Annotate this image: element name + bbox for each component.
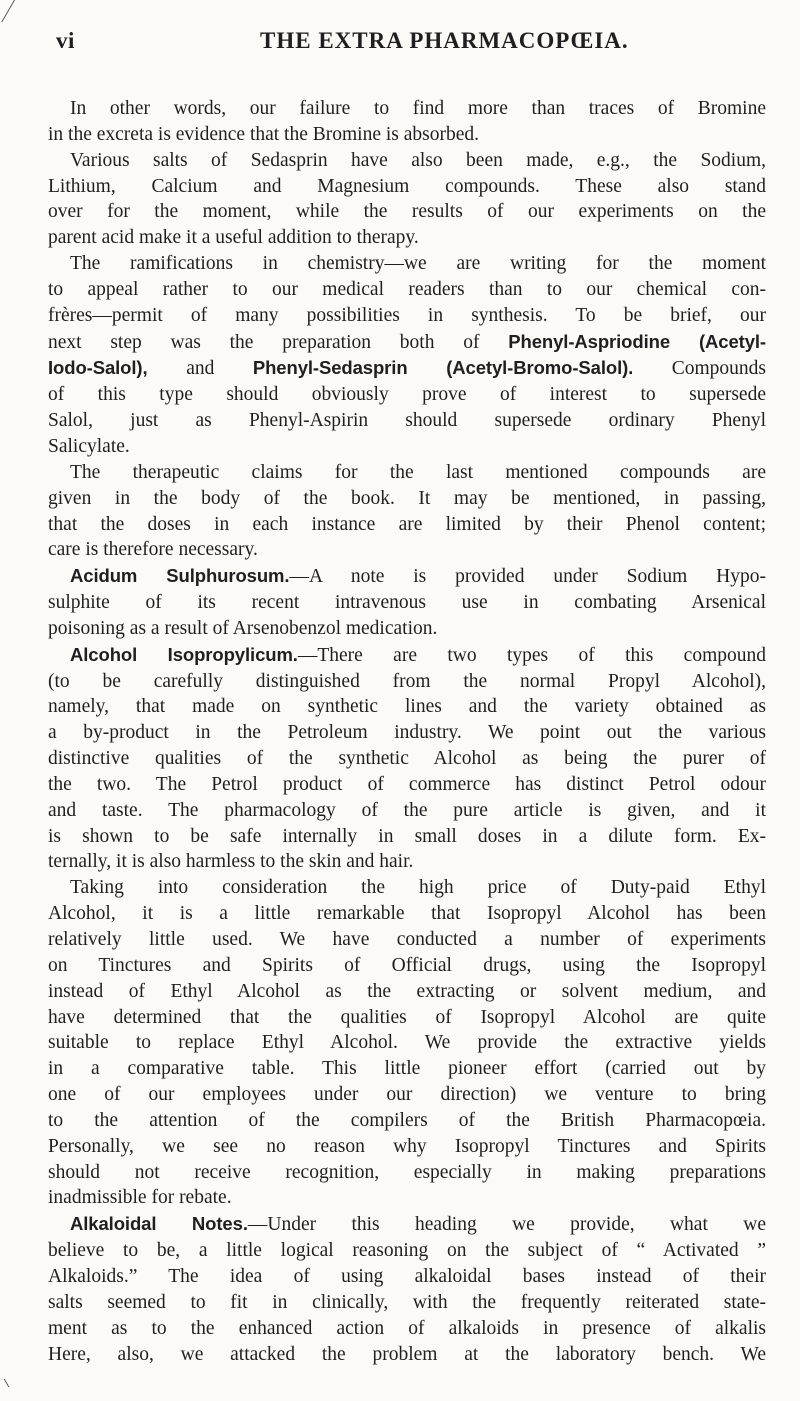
text-run: distinctive qualities of the synthetic Alcohol as being the purer of	[48, 748, 766, 770]
text-run: Various salts of Sedasprin have also been made, e.g., the Sodium,	[70, 149, 766, 171]
text-line	[48, 96, 766, 122]
page-edge-mark	[0, 0, 15, 22]
text-run: and taste. The pharmacology of the pure article is given, and it	[48, 799, 766, 821]
text-line	[48, 824, 766, 850]
text-line	[48, 122, 766, 148]
text-line	[48, 642, 766, 669]
text-line	[48, 512, 766, 538]
text-run: next step was the preparation both of	[48, 331, 509, 353]
text-run: care is therefore necessary.	[48, 539, 258, 561]
page-number: vi	[56, 28, 75, 53]
document-page	[48, 28, 766, 1367]
text-line	[48, 225, 766, 251]
text-line	[48, 408, 766, 434]
text-line	[48, 148, 766, 174]
text-run: salts seemed to fit in clinically, with the frequently reiterated state-	[48, 1291, 766, 1313]
text-line	[48, 772, 766, 798]
text-run: (to be carefully distinguished from the normal Propyl Alcohol),	[48, 670, 766, 692]
text-line	[48, 1082, 766, 1108]
text-run: frères—permit of many possibilities in synthesis. To be brief, our	[48, 304, 766, 326]
text-line	[48, 251, 766, 277]
text-line	[48, 537, 766, 563]
text-run: In other words, our failure to find more than traces of Bromine	[70, 98, 766, 119]
text-run: one of our employees under our direction) we venture to bring	[48, 1084, 766, 1106]
text-run: ment as to the enhanced action of alkaloids in presence of alkalis	[48, 1317, 766, 1339]
text-line	[48, 849, 766, 875]
text-run: Compounds	[633, 358, 766, 380]
text-run: is shown to be safe internally in small doses in a dilute form. Ex-	[48, 825, 766, 847]
text-run: to appeal rather to our medical readers than to our chemical con-	[48, 278, 766, 300]
text-run: —A note is provided under Sodium Hypo-	[289, 566, 766, 588]
text-run: a by-product in the Petroleum industry. We point out the various	[48, 722, 766, 744]
text-line	[48, 979, 766, 1005]
text-line	[48, 590, 766, 616]
text-line	[48, 277, 766, 303]
text-line	[48, 616, 766, 642]
text-line	[48, 1160, 766, 1186]
text-line	[48, 486, 766, 512]
text-line	[48, 798, 766, 824]
text-run: instead of Ethyl Alcohol as the extracting or solvent medium, and	[48, 980, 766, 1002]
text-line	[48, 901, 766, 927]
text-run: Alcohol, it is a little remarkable that Isopropyl Alcohol has been	[48, 903, 766, 925]
text-run: of this type should obviously prove of interest to supersede	[48, 384, 766, 406]
text-run: ternally, it is also harmless to the skin and hair.	[48, 851, 414, 873]
text-line	[48, 199, 766, 225]
inline-heading: Iodo-Salol),	[48, 357, 187, 379]
inline-heading: Alkaloidal Notes.	[70, 1213, 248, 1235]
text-line	[48, 434, 766, 460]
text-run: on Tinctures and Spirits of Official drugs, using the Isopropyl	[48, 954, 766, 976]
text-run: suitable to replace Ethyl Alcohol. We provide the extractive yields	[48, 1032, 766, 1054]
text-line	[48, 1108, 766, 1134]
text-line	[48, 1134, 766, 1160]
text-line	[48, 303, 766, 329]
page-edge-mark-bottom	[4, 1379, 16, 1387]
text-line	[48, 1238, 766, 1264]
text-run: in a comparative table. This little pioneer effort (carried out by	[48, 1058, 766, 1080]
text-run: to the attention of the compilers of the British Pharmacopœia.	[48, 1109, 766, 1131]
text-run: over for the moment, while the results of our experiments on the	[48, 201, 766, 223]
text-run: given in the body of the book. It may be mentioned, in passing,	[48, 487, 766, 509]
body-text	[48, 96, 766, 1367]
text-run: —There are two types of this compound	[297, 644, 766, 666]
inline-heading: Alcohol Isopropylicum.	[70, 643, 298, 665]
text-line	[48, 382, 766, 408]
text-run: believe to be, a little logical reasoning on the subject of “ Activated ”	[48, 1240, 766, 1262]
running-head	[48, 28, 766, 72]
text-run: that the doses in each instance are limited by their Phenol content;	[48, 513, 766, 535]
inline-heading: Phenyl-Aspriodine (Acetyl-	[508, 330, 766, 352]
text-line	[48, 563, 766, 590]
text-line	[48, 355, 766, 382]
text-line	[48, 1316, 766, 1342]
text-line	[48, 1005, 766, 1031]
text-line	[48, 329, 766, 356]
text-run: —Under this heading we provide, what we	[247, 1214, 766, 1236]
text-run: should not receive recognition, especially in making preparations	[48, 1161, 766, 1183]
text-run: in the excreta is evidence that the Bromine is absorbed.	[48, 123, 480, 145]
text-run: Salol, just as Phenyl-Aspirin should supersede ordinary Phenyl	[48, 410, 766, 432]
text-line	[48, 953, 766, 979]
text-run: have determined that the qualities of Isopropyl Alcohol are quite	[48, 1006, 766, 1028]
text-run: inadmissible for rebate.	[48, 1187, 232, 1209]
text-line	[48, 1185, 766, 1211]
text-line	[48, 1056, 766, 1082]
running-title: THE EXTRA PHARMACOPŒIA.	[260, 28, 629, 53]
text-line	[48, 460, 766, 486]
text-line	[48, 1264, 766, 1290]
text-run: Alkaloids.” The idea of using alkaloidal bases instead of their	[48, 1265, 766, 1287]
text-run: Here, also, we attacked the problem at the laboratory bench. We	[48, 1343, 766, 1365]
text-run: The therapeutic claims for the last mentioned compounds are	[70, 461, 766, 483]
text-line	[48, 694, 766, 720]
text-run: Personally, we see no reason why Isopropyl Tinctures and Spirits	[48, 1135, 766, 1157]
text-run: the two. The Petrol product of commerce has distinct Petrol odour	[48, 773, 766, 795]
text-run: parent acid make it a useful addition to therapy.	[48, 227, 419, 249]
text-run: Salicylate.	[48, 435, 130, 457]
text-line	[48, 1211, 766, 1238]
text-line	[48, 875, 766, 901]
text-run: relatively little used. We have conducted a number of experiments	[48, 929, 766, 950]
text-line	[48, 1030, 766, 1056]
text-run: sulphite of its recent intravenous use in combating Arsenical	[48, 592, 766, 614]
inline-heading: Acidum Sulphurosum.	[70, 565, 290, 587]
text-line	[48, 720, 766, 746]
text-run: namely, that made on synthetic lines and the variety obtained as	[48, 696, 766, 718]
text-line	[48, 174, 766, 200]
inline-heading: Phenyl-Sedasprin (Acetyl-Bromo-Salol).	[252, 357, 634, 379]
text-run: Taking into consideration the high price of Duty-paid Ethyl	[70, 877, 766, 899]
text-line	[48, 746, 766, 772]
text-line	[48, 1342, 766, 1368]
text-run: poisoning as a result of Arsenobenzol medication.	[48, 617, 438, 639]
text-run: and	[186, 358, 253, 380]
text-line	[48, 1290, 766, 1316]
text-run: Lithium, Calcium and Magnesium compounds. These also stand	[48, 175, 766, 197]
text-line	[48, 669, 766, 695]
text-run: The ramifications in chemistry—we are writing for the moment	[70, 253, 766, 275]
text-line	[48, 927, 766, 953]
